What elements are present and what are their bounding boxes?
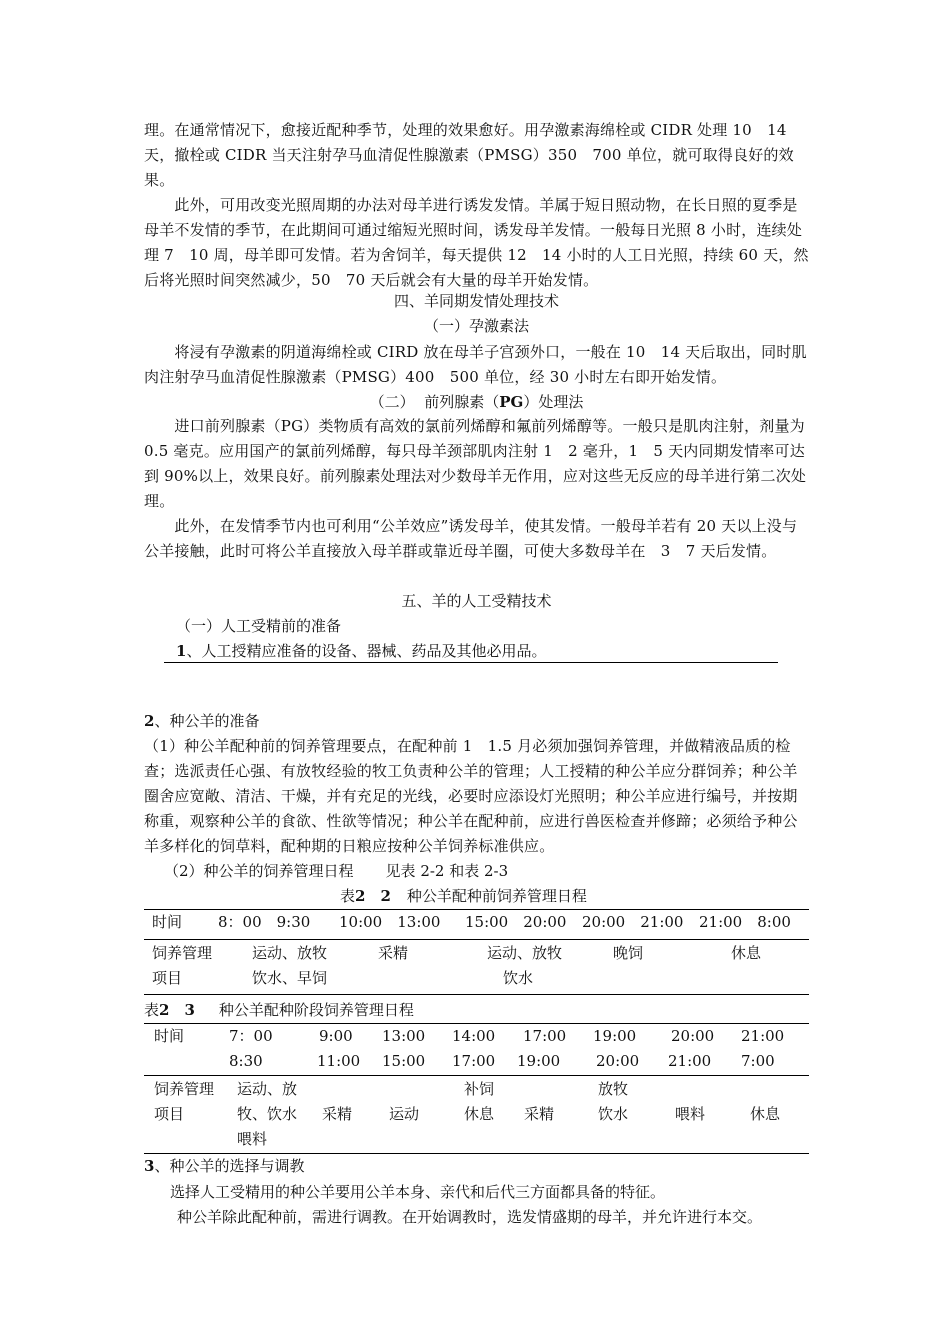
table-2-3-mid-rule: [144, 1075, 809, 1076]
t1-time-label: 时间: [152, 913, 183, 931]
t1-item-cell: 采精: [378, 944, 409, 962]
t2-time-cell: 15:00: [382, 1052, 426, 1070]
t2-item-label: 饲养管理: [154, 1080, 215, 1098]
paragraph-ram-selection: 选择人工受精用的种公羊要用公羊本身、亲代和后代三方面都具备的特征。: [170, 1183, 666, 1201]
t2-time-label: 时间: [154, 1027, 185, 1045]
t2-time-cell: 17:00: [523, 1027, 567, 1045]
paragraph-ram-training: 种公羊除此配种前，需进行调教。在开始调教时，选发情盛期的母羊，并允许进行本交。: [177, 1208, 763, 1226]
t1-time-cell: 20:00 21:00: [582, 913, 684, 931]
t2-time-cell: 17:00: [452, 1052, 496, 1070]
t1-time-cell: 15:00 20:00: [465, 913, 567, 931]
table-caption-2-2: 表2 2 种公羊配种前饲养管理日程: [340, 887, 587, 905]
table-reference: （2）种公羊的饲养管理日程 见表 2-2 和表 2-3: [164, 862, 509, 880]
paragraph-hormone-sponge: 理。在通常情况下，愈接近配种季节，处理的效果愈好。用孕激素海绵栓或 CIDR 处理 10 14 天，撤栓或 CIDR 当天注射孕马血清促性腺激素（PMSG）350 700 单位，就可取得良好的效果。: [144, 121, 794, 189]
t2-time-cell: 20:00: [671, 1027, 715, 1045]
table-caption-2-3: 表2 3 种公羊配种阶段饲养管理日程: [144, 1001, 414, 1019]
subsection-heading-preparation: （一）人工受精前的准备: [176, 617, 342, 635]
paragraph-ram-feeding: （1）种公羊配种前的饲养管理要点，在配种前 1 1.5 月必须加强饲养管理，并做精液品质的检查；选派责任心强、有放牧经验的牧工负责种公羊的管理；人工授精的种公羊应分群饲养；种公羊圈舍应宽敞、清洁、干燥，并有充足的光线，必要时应添设灯光照明；种公羊应进行编号，并按期称重，观察种公羊的食欲、性欲等情况；种公羊在配种前，应进行兽医检查并修蹄；必须给予种公羊多样化的饲草料，配种期的日粮应按种公羊饲养标准供应。: [144, 737, 798, 855]
list-item-2: 2、种公羊的准备: [144, 712, 260, 730]
t1-time-cell: 8：00 9:30: [218, 913, 311, 931]
t2-time-cell: 21:00: [668, 1052, 712, 1070]
t1-item-cell: 运动、放牧: [252, 944, 328, 962]
t2-item-label: 项目: [154, 1105, 185, 1123]
t2-time-cell: 9:00: [319, 1027, 353, 1045]
t1-item-label: 饲养管理: [152, 944, 213, 962]
t2-item-cell: 运动、放: [237, 1080, 298, 1098]
t2-time-cell: 7:00: [741, 1052, 775, 1070]
list-item-1: 1、人工授精应准备的设备、器械、药品及其他必用品。: [176, 642, 547, 660]
t2-item-cell: 休息: [464, 1105, 495, 1123]
t1-item-label: 项目: [152, 969, 183, 987]
table-2-2-mid-rule: [144, 939, 809, 940]
t1-time-cell: 10:00 13:00: [339, 913, 441, 931]
divider: [164, 662, 778, 663]
table-2-2-bottom-rule: [144, 994, 809, 995]
section-heading-5: 五、羊的人工受精技术: [401, 592, 552, 610]
t2-time-cell: 8:30: [229, 1052, 263, 1070]
t2-time-cell: 20:00: [596, 1052, 640, 1070]
t1-item-cell: 饮水: [503, 969, 534, 987]
t1-item-cell: 运动、放牧: [487, 944, 563, 962]
subsection-heading-progestin: （一）孕激素法: [423, 317, 529, 335]
paragraph-ram-effect: 此外，在发情季节内也可利用“公羊效应”诱发母羊，使其发情。一般母羊若有 20 天以上没与公羊接触，此时可将公羊直接放入母羊群或靠近母羊圈，可使大多数母羊在 3 7 天后发情。: [144, 517, 798, 560]
t2-time-cell: 7：00: [229, 1027, 273, 1045]
t2-time-cell: 19:00: [517, 1052, 561, 1070]
t2-item-cell: 牧、饮水: [237, 1105, 298, 1123]
list-item-3: 3、种公羊的选择与调教: [144, 1157, 305, 1175]
subsection-heading-pg: （二） 前列腺素（PG）处理法: [369, 393, 584, 411]
t1-item-cell: 饮水、早饲: [252, 969, 328, 987]
t2-item-cell: 饮水: [598, 1105, 629, 1123]
t1-item-cell: 晚饲: [613, 944, 644, 962]
t2-item-cell: 采精: [322, 1105, 353, 1123]
paragraph-progestin: 将浸有孕激素的阴道海绵栓或 CIRD 放在母羊子宫颈外口，一般在 10 14 天后取出，同时肌肉注射孕马血清促性腺激素（PMSG）400 500 单位，经 30 小时左右即开始发情。: [144, 343, 807, 386]
t2-item-cell: 补饲: [464, 1080, 495, 1098]
t2-item-cell: 喂料: [675, 1105, 706, 1123]
t1-item-cell: 休息: [731, 944, 762, 962]
t2-item-cell: 运动: [389, 1105, 420, 1123]
section-heading-4: 四、羊同期发情处理技术: [393, 292, 559, 310]
t2-item-cell: 放牧: [598, 1080, 629, 1098]
t2-item-cell: 采精: [524, 1105, 555, 1123]
paragraph-prostaglandin: 进口前列腺素（PG）类物质有高效的氯前列烯醇和氟前列烯醇等。一般只是肌肉注射，剂量为 0.5 毫克。应用国产的氯前列烯醇，每只母羊颈部肌肉注射 1 2 毫升，1 5 天内同期发情率可达到 90%以上，效果良好。前列腺素处理法对少数母羊无作用，应对这些无反应的母羊进行第二次处理。: [144, 417, 807, 510]
t2-time-cell: 21:00: [741, 1027, 785, 1045]
subsection-number: （二）: [369, 393, 415, 411]
t2-time-cell: 13:00: [382, 1027, 426, 1045]
t2-item-cell: 休息: [750, 1105, 781, 1123]
t2-item-cell: 喂料: [237, 1130, 268, 1148]
t2-time-cell: 19:00: [593, 1027, 637, 1045]
t2-time-cell: 14:00: [452, 1027, 496, 1045]
t2-time-cell: 11:00: [317, 1052, 361, 1070]
paragraph-light-period: 此外，可用改变光照周期的办法对母羊进行诱发发情。羊属于短日照动物，在长日照的夏季是母羊不发情的季节，在此期间可通过缩短光照时间，诱发母羊发情。一般每日光照 8 小时，连续处理 7 10 周，母羊即可发情。若为舍饲羊，每天提供 12 14 小时的人工日光照，持续 60 天，然后将光照时间突然减少，50 70 天后就会有大量的母羊开始发情。: [144, 196, 809, 289]
t1-time-cell: 21:00 8:00: [699, 913, 791, 931]
